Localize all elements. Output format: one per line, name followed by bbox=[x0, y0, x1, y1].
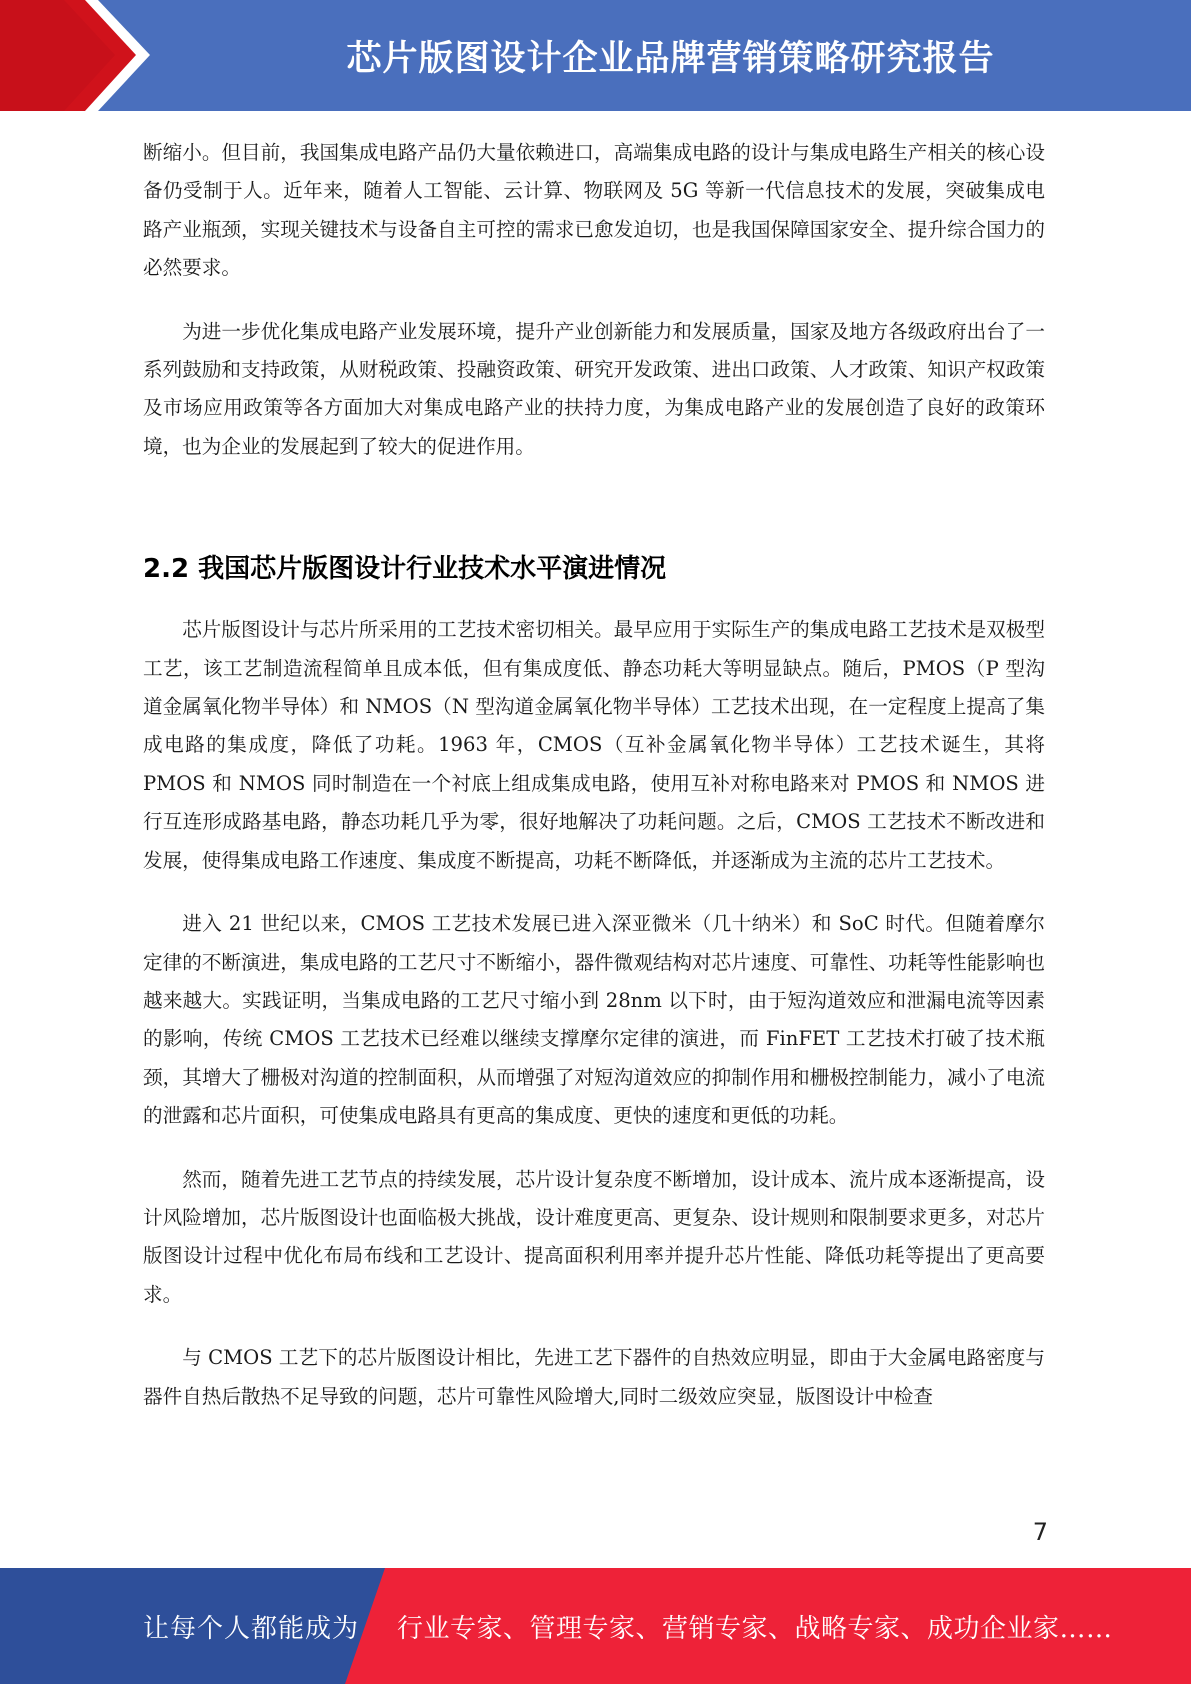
footer-slogan-left: 让每个人都能成为 bbox=[143, 1613, 360, 1644]
page-content bbox=[143, 134, 1045, 1441]
paragraph-advanced-process: 与 CMOS 工艺下的芯片版图设计相比，先进工艺下器件的自热效应明显，即由于大金属电路密度与器件自热后散热不足导致的问题，芯片可靠性风险增大,同时二级效应突显，版图设计中检查 bbox=[143, 1346, 1045, 1408]
page-number: 7 bbox=[1032, 1518, 1048, 1546]
paragraph-continued: 断缩小。但目前，我国集成电路产品仍大量依赖进口，高端集成电路的设计与集成电路生产相关的核心设备仍受制于人。近年来，随着人工智能、云计算、物联网及 5G 等新一代信息技术的发展，突破集成电路产业瓶颈，实现关键技术与设备自主可控的需求已愈发迫切，也是我国保障国家安全、提升综合国力的必然要求。 bbox=[143, 141, 1045, 280]
footer-slogan-right: 行业专家、管理专家、营销专家、战略专家、成功企业家…… bbox=[397, 1613, 1113, 1644]
report-title: 芯片版图设计企业品牌营销策略研究报告 bbox=[346, 38, 995, 79]
paragraph-finfet: 进入 21 世纪以来，CMOS 工艺技术发展已进入深亚微米（几十纳米）和 SoC 时代。但随着摩尔定律的不断演进，集成电路的工艺尺寸不断缩小，器件微观结构对芯片速度、可靠性、功耗等性能影响也越来越大。实践证明，当集成电路的工艺尺寸缩小到 28nm 以下时，由于短沟道效应和泄漏电流等因素的影响，传统 CMOS 工艺技术已经难以继续支撑摩尔定律的演进，而 FinFET 工艺技术打破了技术瓶颈，其增大了栅极对沟道的控制面积，从而增强了对短沟道效应的抑制作用和栅极控制能力，减小了电流的泄露和芯片面积，可使集成电路具有更高的集成度、更快的速度和更低的功耗。 bbox=[143, 912, 1045, 1128]
paragraph-policy: 为进一步优化集成电路产业发展环境，提升产业创新能力和发展质量，国家及地方各级政府出台了一系列鼓励和支持政策，从财税政策、投融资政策、研究开发政策、进出口政策、人才政策、知识产权政策及市场应用政策等各方面加大对集成电路产业的扶持力度，为集成电路产业的发展创造了良好的政策环境，也为企业的发展起到了较大的促进作用。 bbox=[143, 319, 1045, 458]
section-heading: 2.2 我国芯片版图设计行业技术水平演进情况 bbox=[143, 554, 667, 585]
page-header bbox=[0, 0, 1191, 111]
paragraph-challenges: 然而，随着先进工艺节点的持续发展，芯片设计复杂度不断增加，设计成本、流片成本逐渐提高，设计风险增加，芯片版图设计也面临极大挑战，设计难度更高、更复杂、设计规则和限制要求更多，对芯片版图设计过程中优化布局布线和工艺设计、提高面积利用率并提升芯片性能、降低功耗等提出了更高要求。 bbox=[143, 1167, 1045, 1306]
page-footer bbox=[0, 1568, 1191, 1684]
paragraph-process-history: 芯片版图设计与芯片所采用的工艺技术密切相关。最早应用于实际生产的集成电路工艺技术是双极型工艺，该工艺制造流程简单且成本低，但有集成度低、静态功耗大等明显缺点。随后，PMOS（P 型沟道金属氧化物半导体）和 NMOS（N 型沟道金属氧化物半导体）工艺技术出现，在一定程度上提高了集成电路的集成度，降低了功耗。1963 年，CMOS（互补金属氧化物半导体）工艺技术诞生，其将 PMOS 和 NMOS 同时制造在一个衬底上组成集成电路，使用互补对称电路来对 PMOS 和 NMOS 进行互连形成路基电路，静态功耗几乎为零，很好地解决了功耗问题。之后，CMOS 工艺技术不断改进和发展，使得集成电路工作速度、集成度不断提高，功耗不断降低，并逐渐成为主流的芯片工艺技术。 bbox=[143, 618, 1045, 872]
